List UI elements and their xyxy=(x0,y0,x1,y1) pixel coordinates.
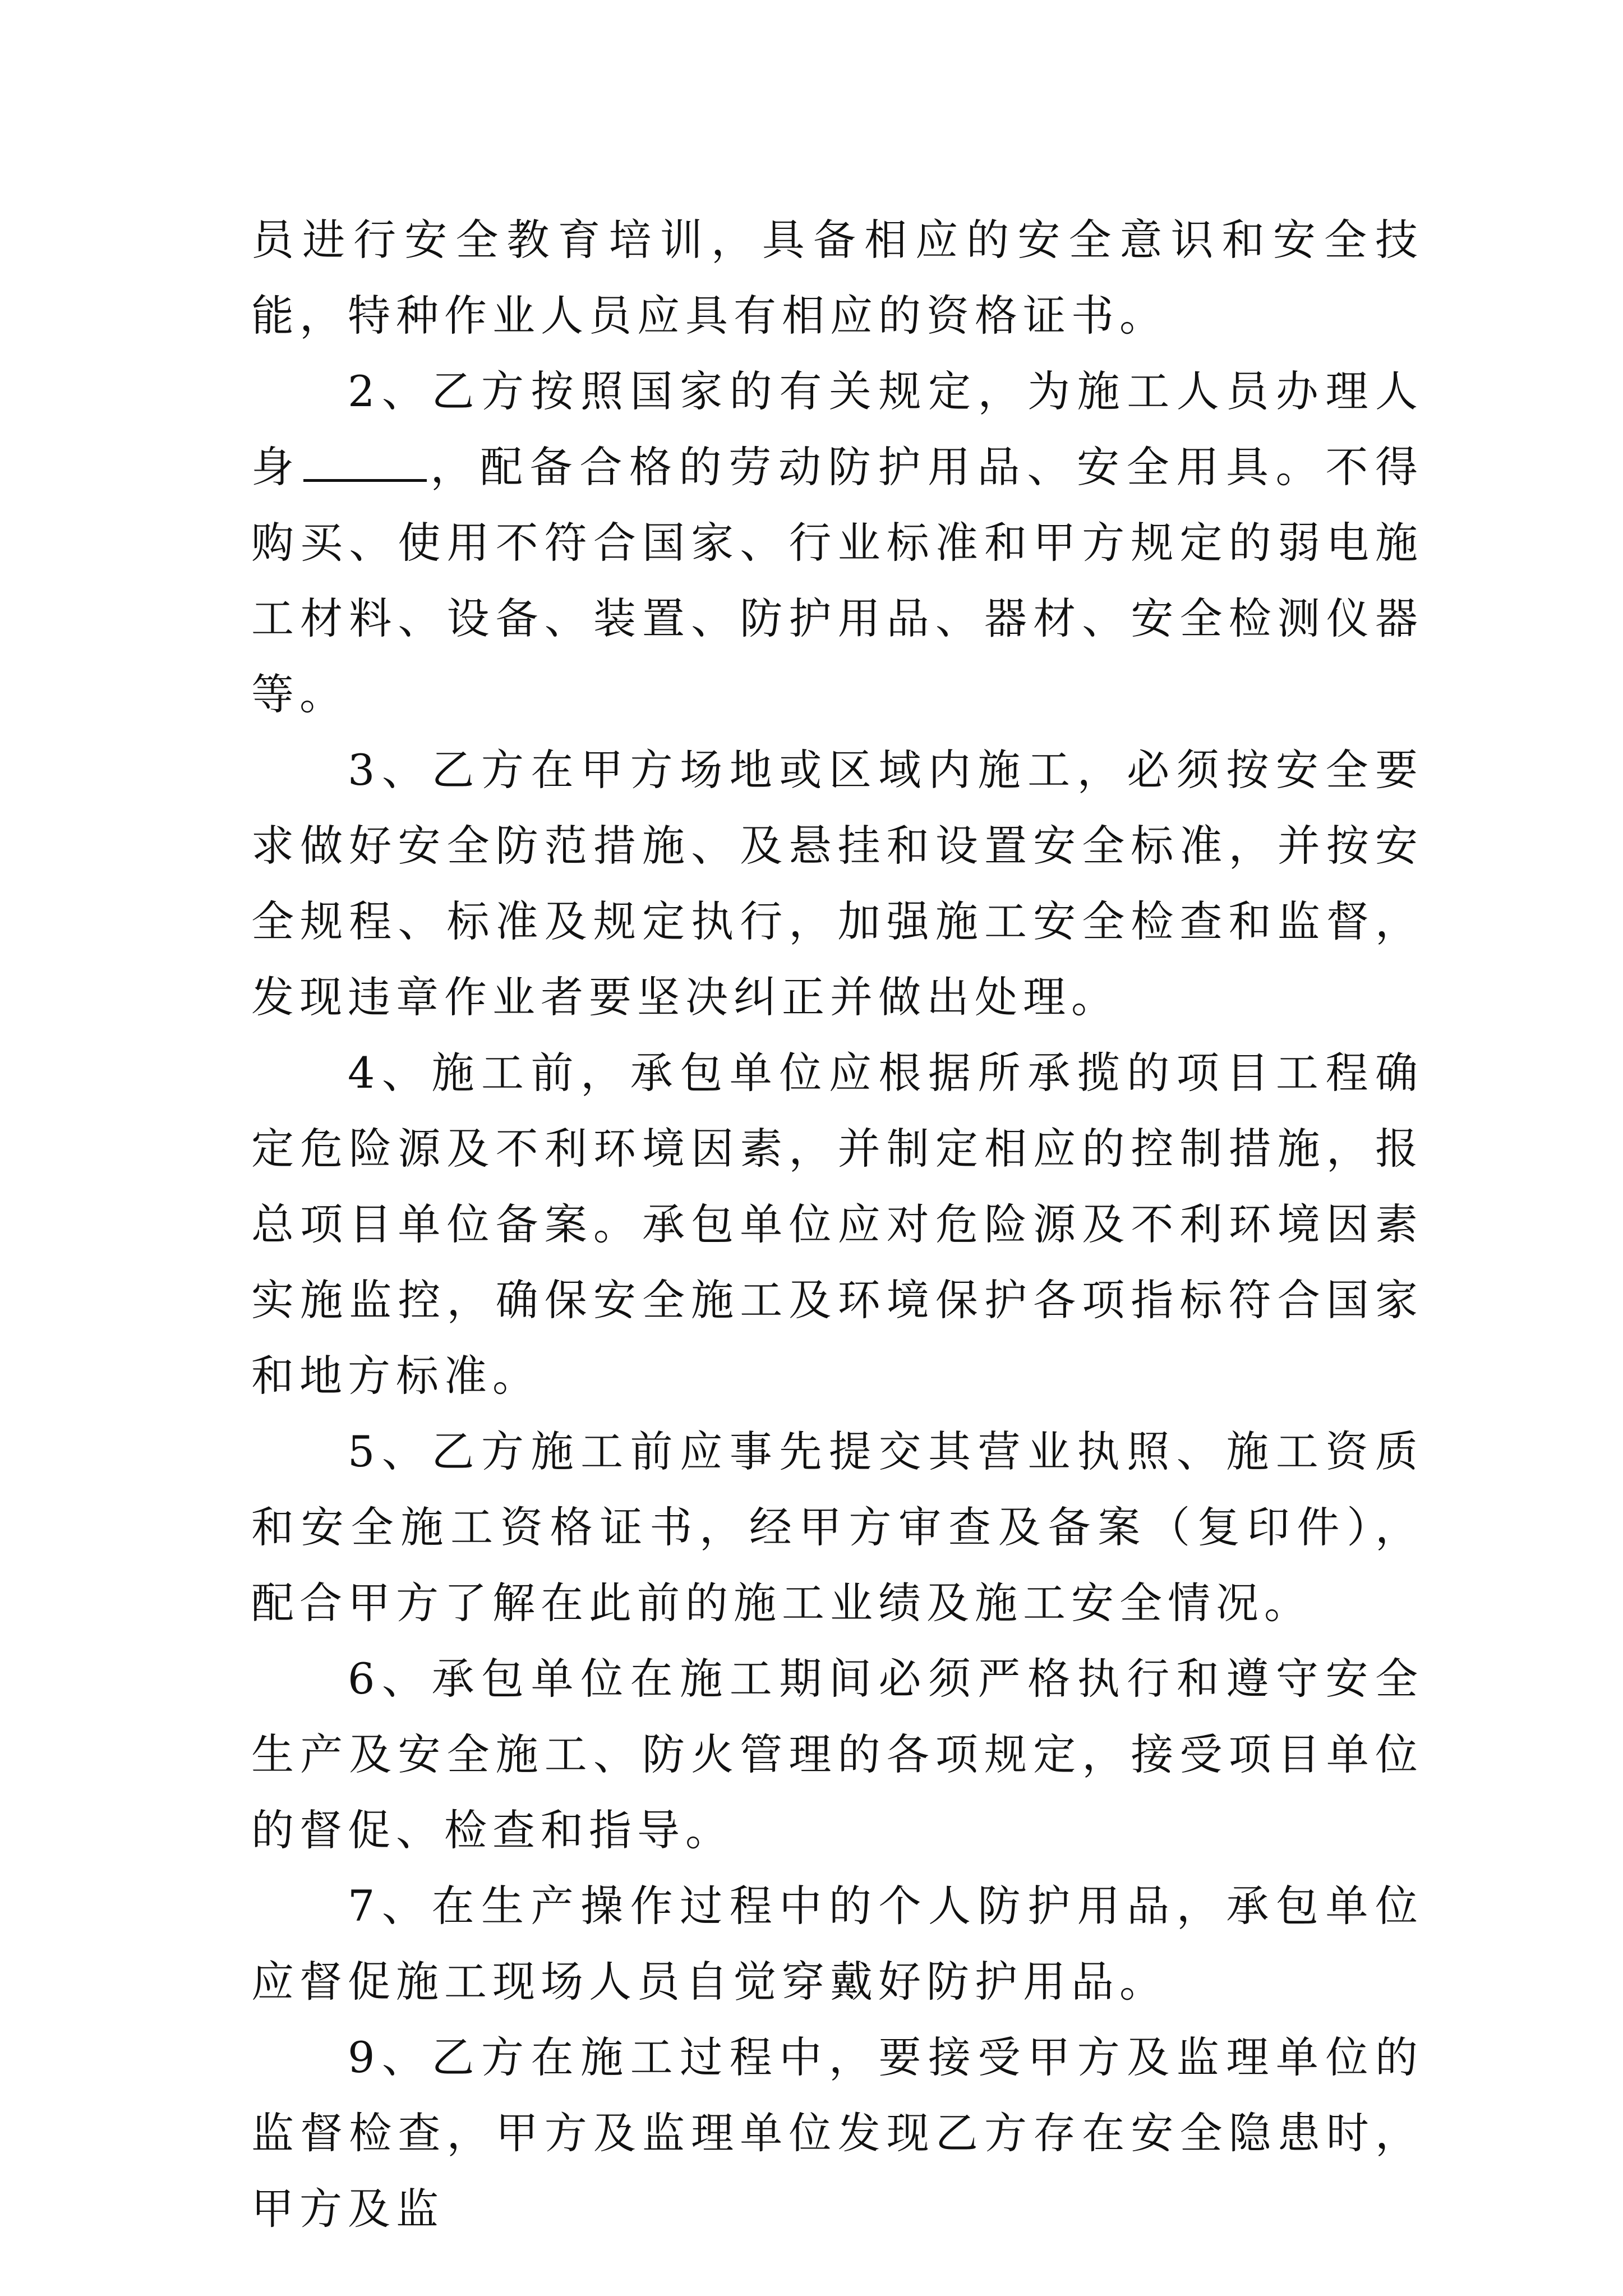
paragraph-2-text-before: 2、乙方按照国家的有关规定，为施工人员办理人身 xyxy=(251,366,1423,492)
paragraph-2-text-after: ，配备合格的劳动防护用品、安全用具。不得购买、使用不符合国家、行业标准和甲方规定的弱电施工材料、设备、装置、防护用品、器材、安全检测仪器等。 xyxy=(251,442,1424,719)
paragraph-7: 7、在生产操作过程中的个人防护用品，承包单位应督促施工现场人员自觉穿戴好防护用品。 xyxy=(251,1881,1423,2007)
fill-in-blank xyxy=(303,440,427,482)
paragraph-2 xyxy=(251,353,1423,732)
paragraph-5: 5、乙方施工前应事先提交其营业执照、施工资质和安全施工资格证书，经甲方审查及备案（复印件），配合甲方了解在此前的施工业绩及施工安全情况。 xyxy=(251,1427,1423,1628)
paragraph-3: 3、乙方在甲方场地或区域内施工，必须按安全要求做好安全防范措施、及悬挂和设置安全标准，并按安全规程、标准及规定执行，加强施工安全检查和监督，发现违章作业者要坚决纠正并做出处理。 xyxy=(251,745,1423,1022)
paragraph-6: 6、承包单位在施工期间必须严格执行和遵守安全生产及安全施工、防火管理的各项规定，接受项目单位的督促、检查和指导。 xyxy=(251,1654,1423,1855)
document-body xyxy=(251,202,1423,2247)
paragraph-4: 4、施工前，承包单位应根据所承揽的项目工程确定危险源及不利环境因素，并制定相应的控制措施，报总项目单位备案。承包单位应对危险源及不利环境因素实施监控，确保安全施工及环境保护各项指标符合国家和地方标准。 xyxy=(251,1048,1423,1401)
paragraph-9: 9、乙方在施工过程中，要接受甲方及监理单位的监督检查，甲方及监理单位发现乙方存在安全隐患时，甲方及监 xyxy=(251,2032,1423,2234)
paragraph-continued: 员进行安全教育培训，具备相应的安全意识和安全技能，特种作业人员应具有相应的资格证书。 xyxy=(251,215,1423,341)
